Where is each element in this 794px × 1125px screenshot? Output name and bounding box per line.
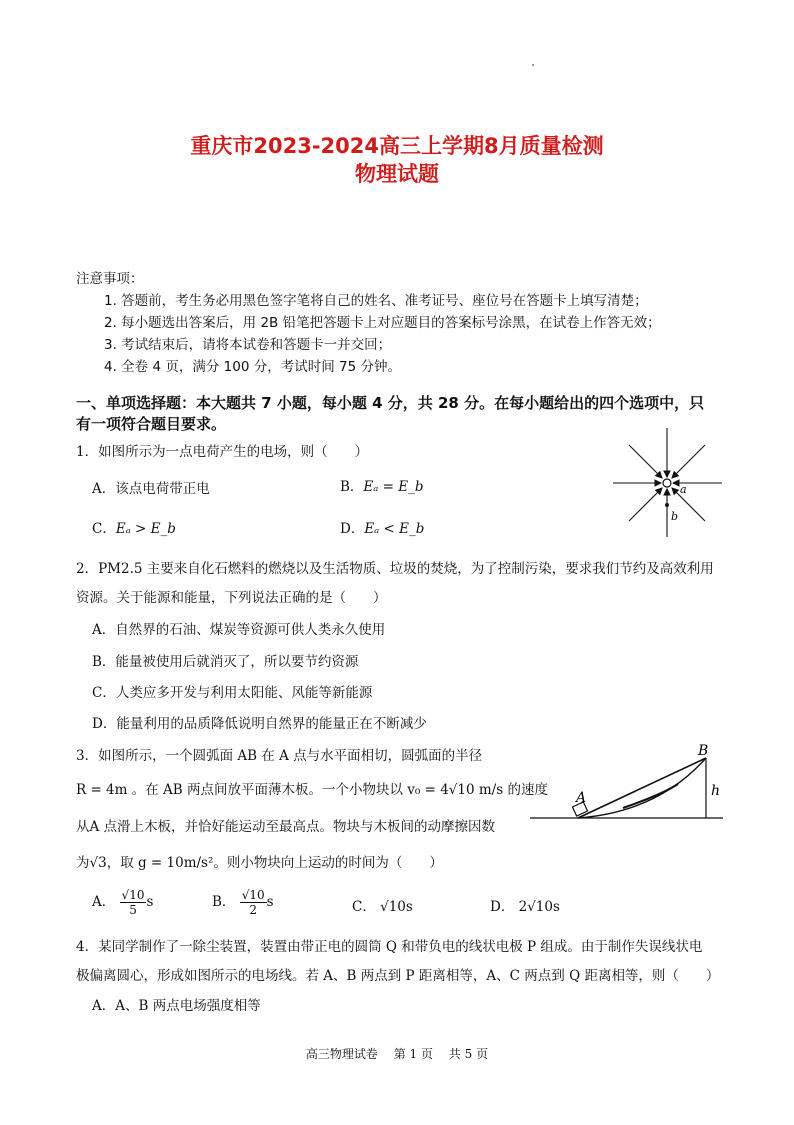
- q1-stem: 1．如图所示为一点电荷产生的电场，则（ ）: [76, 444, 369, 460]
- q4-stem: 4．某同学制作了一除尘装置，装置由带正电的圆筒 Q 和带负电的线状电极 P 组成。由于制作失误线状电: [76, 939, 703, 955]
- q3-option-b: B． $\frac{√10}{2}s$: [212, 888, 274, 917]
- q2-stem-cont: 资源。关于能源和能量，下列说法正确的是（ ）: [76, 590, 387, 606]
- q2-option-d: D．能量利用的品质降低说明自然界的能量正在不断减少: [92, 716, 427, 732]
- q1-option-a: A．该点电荷带正电: [92, 481, 210, 497]
- notice-item: 1. 答题前，考生务必用黑色签字笔将自己的姓名、准考证号、座位号在答题卡上填写清楚；: [104, 293, 648, 309]
- notice-heading: 注意事项：: [76, 271, 144, 287]
- q3-stem: 3．如图所示，一个圆弧面 AB 在 A 点与水平面相切，圆弧面的半径: [76, 748, 483, 764]
- q4-option-a: A．A、B 两点电场强度相等: [92, 998, 261, 1014]
- q1-option-b: B．Eₐ = E_b: [340, 479, 424, 495]
- q1-option-d: D．Eₐ < E_b: [340, 521, 425, 537]
- q3-option-d: D． 2√10s: [490, 899, 560, 915]
- section-heading-cont: 有一项符合题目要求。: [76, 415, 227, 433]
- point-a-label: a: [680, 483, 687, 496]
- q3-option-c: C． √10s: [352, 899, 413, 915]
- point-b-label: b: [671, 510, 679, 523]
- point-A-label: A: [576, 790, 587, 806]
- notice-item: 3. 考试结束后，请将本试卷和答题卡一并交回；: [104, 337, 392, 353]
- section-heading: 一、单项选择题：本大题共 7 小题，每小题 4 分，共 28 分。在每小题给出的四个选项中，只: [76, 394, 705, 412]
- point-B-label: B: [698, 743, 709, 759]
- q3-stem-line4: 为√3，取 g = 10m/s²。则小物块向上运动的时间为（ ）: [76, 855, 443, 871]
- q1-option-c: C．Eₐ > E_b: [92, 521, 176, 537]
- q2-option-c: C．人类应多开发与利用太阳能、风能等新能源: [92, 685, 373, 701]
- q3-incline-diagram: [528, 742, 728, 824]
- exam-subtitle: 物理试题: [355, 162, 439, 186]
- notice-item: 2. 每小题选出答案后，用 2B 铅笔把答题卡上对应题目的答案标号涂黑，在试卷上作答无效；: [104, 315, 661, 331]
- q3-option-a: A． $\frac{√10}{5}s$: [92, 888, 154, 917]
- scan-speck: [532, 64, 534, 66]
- height-h-label: h: [711, 783, 721, 799]
- page-footer: 高三物理试卷 第 1 页 共 5 页: [305, 1047, 489, 1061]
- notice-item: 4. 全卷 4 页，满分 100 分，考试时间 75 分钟。: [104, 359, 401, 375]
- q3-stem-line3: 从A 点滑上木板，并恰好能运动至最高点。物块与木板间的动摩擦因数: [76, 819, 496, 835]
- q2-option-b: B．能量被使用后就消灭了，所以要节约资源: [92, 654, 359, 670]
- q3-stem-line2: R = 4m 。在 AB 两点间放平面薄木板。一个小物块以 v₀ = 4√10 m/s 的速度: [76, 782, 548, 798]
- q2-option-a: A．自然界的石油、煤炭等资源可供人类永久使用: [92, 622, 386, 638]
- q4-stem-cont: 极偏离圆心，形成如图所示的电场线。若 A、B 两点到 P 距离相等，A、C 两点到 Q 距离相等，则（ ）: [76, 968, 720, 984]
- q2-stem: 2．PM2.5 主要来自化石燃料的燃烧以及生活物质、垃圾的焚烧，为了控制污染，要求我们节约及高效利用: [76, 561, 714, 577]
- q1-field-diagram: [610, 425, 725, 540]
- exam-title: 重庆市2023-2024高三上学期8月质量检测: [190, 134, 604, 158]
